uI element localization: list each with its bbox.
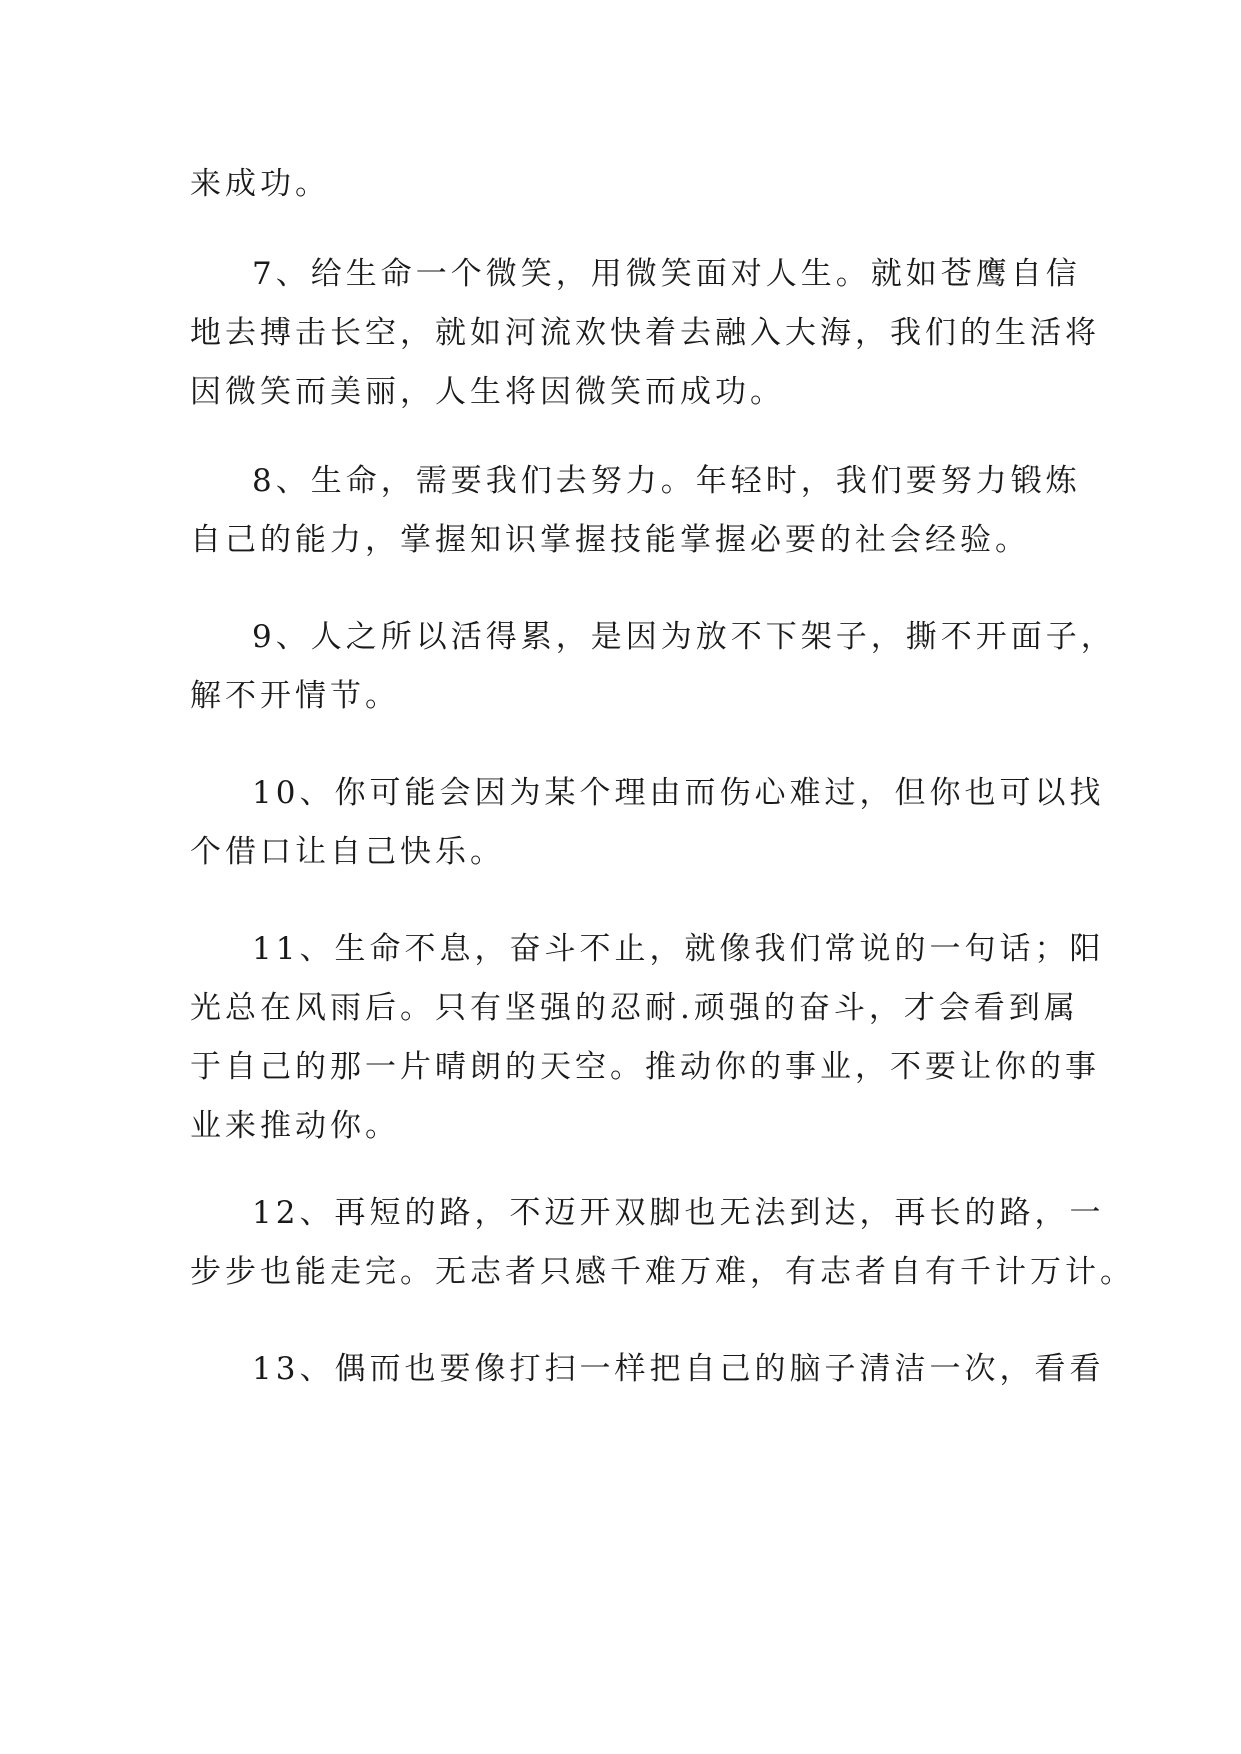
text-line: 地去搏击长空，就如河流欢快着去融入大海，我们的生活将 [190, 315, 1100, 351]
text-line: 因微笑而美丽，人生将因微笑而成功。 [190, 374, 785, 410]
text-line: 10、你可能会因为某个理由而伤心难过，但你也可以找 [252, 775, 1105, 811]
text-line: 业来推动你。 [190, 1108, 400, 1144]
text-line: 解不开情节。 [190, 678, 400, 714]
text-line: 8、生命，需要我们去努力。年轻时，我们要努力锻炼 [252, 463, 1081, 499]
paragraph-13 [190, 1340, 1105, 1399]
text-line: 光总在风雨后。只有坚强的忍耐.顽强的奋斗，才会看到属 [190, 990, 1079, 1026]
text-line: 自己的能力，掌握知识掌握技能掌握必要的社会经验。 [190, 522, 1030, 558]
paragraph-continuation [190, 155, 1070, 214]
text-line: 7、给生命一个微笑，用微笑面对人生。就如苍鹰自信 [252, 256, 1081, 292]
text-line: 步步也能走完。无志者只感千难万难，有志者自有千计万计。 [190, 1254, 1135, 1290]
text-line: 于自己的那一片晴朗的天空。推动你的事业，不要让你的事 [190, 1049, 1100, 1085]
text-line: 11、生命不息，奋斗不止，就像我们常说的一句话；阳 [252, 931, 1105, 967]
paragraph-10 [190, 764, 1105, 882]
text-line: 13、偶而也要像打扫一样把自己的脑子清洁一次，看看 [252, 1351, 1105, 1387]
paragraph-11 [190, 920, 1105, 1156]
paragraph-8 [190, 452, 1081, 570]
paragraph-7 [190, 245, 1100, 422]
text-line: 9、人之所以活得累，是因为放不下架子，撕不开面子， [252, 619, 1116, 655]
paragraph-9 [190, 608, 1116, 726]
text-line: 来成功。 [190, 166, 330, 202]
text-line: 12、再短的路，不迈开双脚也无法到达，再长的路，一 [252, 1195, 1105, 1231]
paragraph-12 [190, 1184, 1135, 1302]
text-line: 个借口让自己快乐。 [190, 834, 505, 870]
